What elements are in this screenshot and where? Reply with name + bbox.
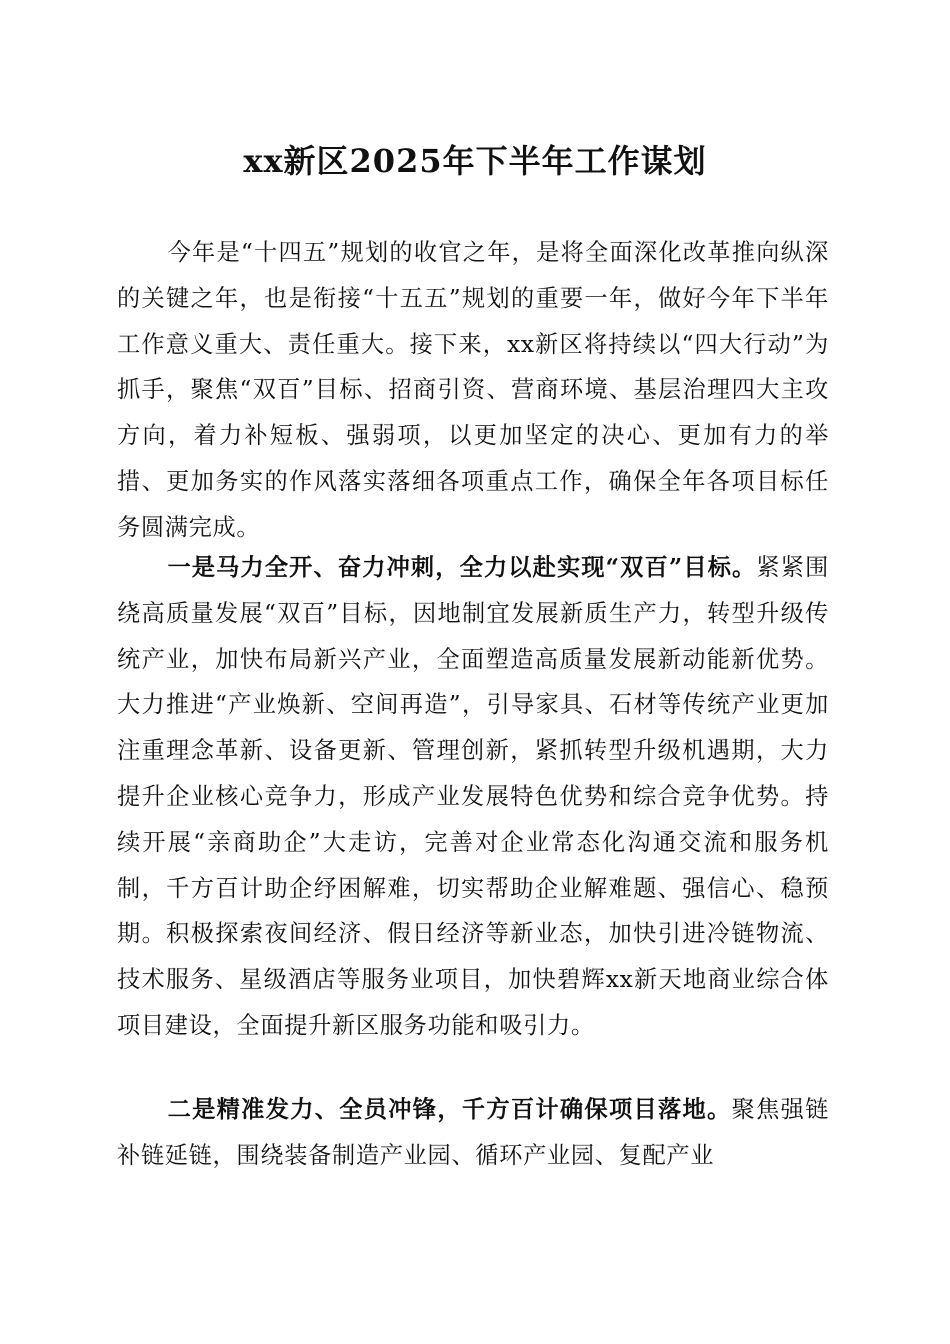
document-title: xx新区2025年下半年工作谋划	[243, 142, 707, 180]
section-2-heading: 二是精准发力、全员冲锋，千方百计确保项目落地。	[167, 1096, 732, 1123]
paragraph-section-1	[117, 545, 829, 1049]
paragraph-section-2	[117, 1087, 829, 1179]
paragraph-intro-text: 今年是“十四五”规划的收官之年，是将全面深化改革推向纵深的关键之年，也是衔接“十五五”规划的重要一年，做好今年下半年工作意义重大、责任重大。接下来，xx新区将持续以“四大行动”为抓手，聚焦“双百”目标、招商引资、营商环境、基层治理四大主攻方向，着力补短板、强弱项，以更加坚定的决心、更加有力的举措、更加务实的作风落实落细各项重点工作，确保全年各项目标任务圆满完成。	[117, 239, 829, 541]
section-1-text: 紧紧围绕高质量发展“双百”目标，因地制宜发展新质生产力，转型升级传统产业，加快布局新兴产业，全面塑造高质量发展新动能新优势。大力推进“产业焕新、空间再造”，引导家具、石材等传统产业更加注重理念革新、设备更新、管理创新，紧抓转型升级机遇期，大力提升企业核心竞争力，形成产业发展特色优势和综合竞争优势。持续开展“亲商助企”大走访，完善对企业常态化沟通交流和服务机制，千方百计助企纾困解难，切实帮助企业解难题、强信心、稳预期。积极探索夜间经济、假日经济等新业态，加快引进冷链物流、技术服务、星级酒店等服务业项目，加快碧辉xx新天地商业综合体项目建设，全面提升新区服务功能和吸引力。	[117, 554, 829, 1039]
section-1-heading: 一是马力全开、奋力冲刺，全力以赴实现“双百”目标。	[167, 554, 757, 581]
paragraph-intro	[117, 230, 829, 551]
section-2-text: 聚焦强链补链延链，围绕装备制造产业园、循环产业园、复配产业	[117, 1096, 829, 1169]
